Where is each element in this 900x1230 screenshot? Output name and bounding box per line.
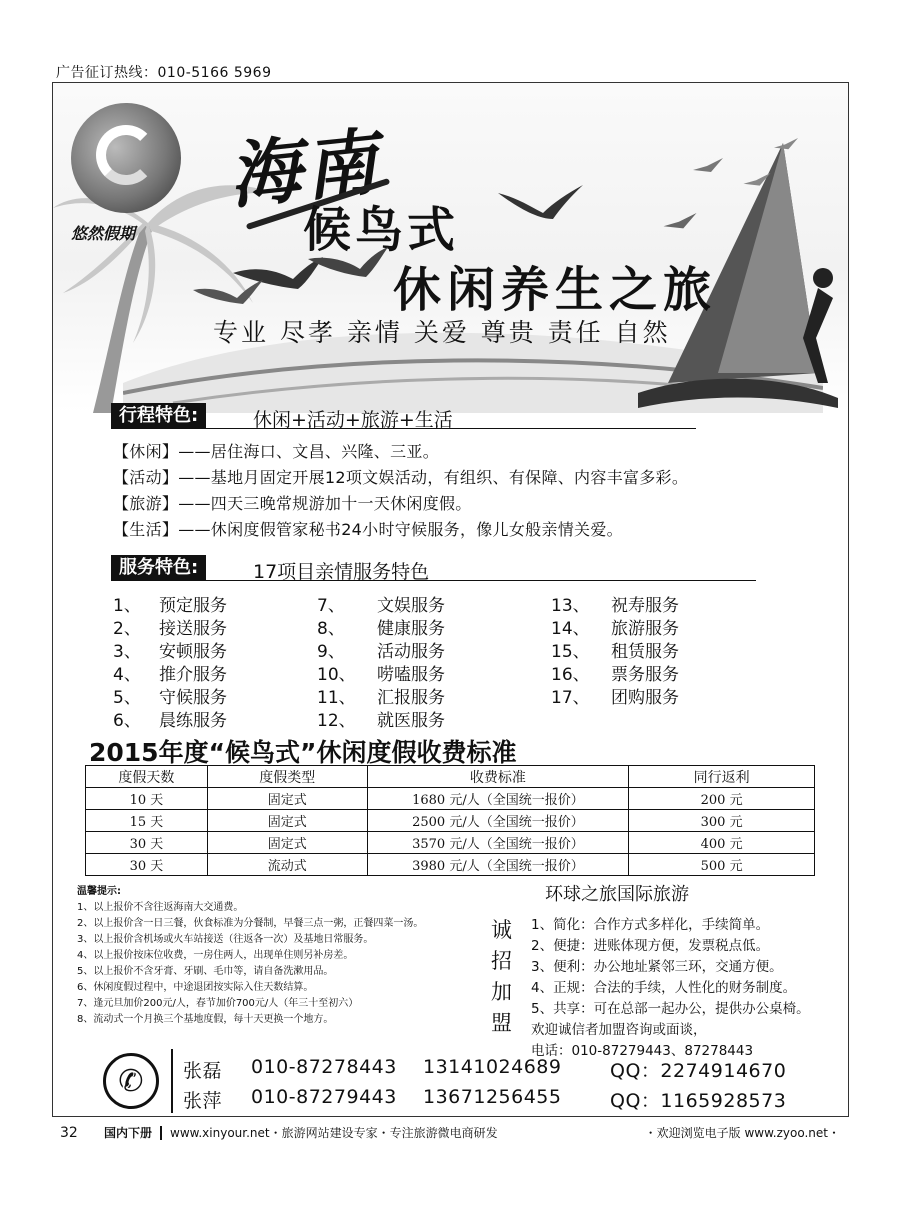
table-cell: 10 天 — [86, 788, 208, 810]
join-item: 4、正规：合法的手续，人性化的财务制度。 — [531, 980, 797, 996]
tip-item: 2、以上报价含一日三餐，伙食标准为分餐制，早餐三点一粥，正餐四菜一汤。 — [77, 918, 424, 929]
tip-item: 1、以上报价不含往返海南大交通费。 — [77, 902, 244, 913]
tips-title: 温馨提示: — [77, 886, 121, 897]
title-hainan: 海南 — [224, 118, 385, 219]
services-subtitle: 17项目亲情服务特色 — [253, 561, 430, 583]
fee-table-title: 2015年度“候鸟式”休闲度假收费标准 — [89, 738, 517, 767]
bird-icon — [693, 158, 723, 178]
bird-icon — [498, 183, 583, 223]
service-item: 16、 票务服务 — [551, 665, 679, 685]
bird-icon — [193, 278, 263, 308]
service-item: 12、 就医服务 — [317, 711, 445, 731]
page-number: 32 — [60, 1124, 78, 1141]
tip-item: 5、以上报价不含牙膏、牙刷、毛巾等，请自备洗漱用品。 — [77, 966, 334, 977]
contact-tel[interactable]: 010-87278443 — [251, 1056, 397, 1078]
column-header: 同行返利 — [629, 766, 815, 788]
table-cell: 30 天 — [86, 854, 208, 876]
title-houniao: 候鸟式 — [303, 202, 460, 258]
title-leisure-trip: 休闲养生之旅 — [393, 262, 718, 318]
contact-mobile[interactable]: 13141024689 — [423, 1056, 562, 1078]
service-item: 7、 文娱服务 — [317, 596, 445, 616]
service-item: 17、 团购服务 — [551, 688, 679, 708]
service-item: 14、 旅游服务 — [551, 619, 679, 639]
service-item: 4、 推介服务 — [113, 665, 227, 685]
bird-icon — [743, 173, 771, 191]
contact-qq[interactable]: QQ：2274914670 — [610, 1060, 787, 1082]
itinerary-item: 【旅游】——四天三晚常规游加十一天休闲度假。 — [113, 494, 472, 513]
service-item: 15、 租赁服务 — [551, 642, 679, 662]
bird-icon — [308, 245, 388, 281]
table-cell: 1680 元/人（全国统一报价） — [367, 788, 629, 810]
page-footer — [60, 1124, 840, 1141]
service-item: 11、 汇报服务 — [317, 688, 445, 708]
section-label: 国内下册 — [104, 1126, 153, 1140]
contact-qq[interactable]: QQ：1165928573 — [610, 1090, 787, 1112]
table-header-row — [86, 766, 815, 788]
table-cell: 3980 元/人（全国统一报价） — [367, 854, 629, 876]
itinerary-item: 【生活】——休闲度假管家秘书24小时守候服务，像儿女般亲情关爱。 — [113, 520, 623, 539]
table-row — [86, 854, 815, 876]
join-phone: 电话：010-87279443、87278443 — [531, 1043, 754, 1059]
divider — [171, 1049, 173, 1113]
column-header: 度假类型 — [207, 766, 367, 788]
itinerary-subtitle: 休闲+活动+旅游+生活 — [253, 409, 453, 431]
contact-name: 张磊 — [183, 1060, 223, 1082]
table-cell: 15 天 — [86, 810, 208, 832]
table-row — [86, 832, 815, 854]
bird-icon — [663, 213, 697, 235]
footer-right-link[interactable]: ・欢迎浏览电子版 www.zyoo.net・ — [644, 1126, 840, 1140]
table-cell: 固定式 — [207, 810, 367, 832]
table-cell: 200 元 — [629, 788, 815, 810]
itinerary-tag: 行程特色: — [111, 403, 206, 429]
join-item: 1、简化：合作方式多样化，手续简单。 — [531, 917, 770, 933]
service-item: 13、 祝寿服务 — [551, 596, 679, 616]
service-item: 1、 预定服务 — [113, 596, 227, 616]
contact-name: 张萍 — [183, 1090, 223, 1112]
ad-frame — [52, 82, 849, 1117]
table-cell: 固定式 — [207, 788, 367, 810]
bird-icon — [773, 138, 799, 154]
tip-item: 7、逢元旦加价200元/人，春节加价700元/人（年三十至初六） — [77, 998, 359, 1009]
table-cell: 流动式 — [207, 854, 367, 876]
table-cell: 固定式 — [207, 832, 367, 854]
join-vertical-label: 诚招加盟 — [491, 918, 512, 1035]
service-item: 8、 健康服务 — [317, 619, 445, 639]
hero-banner — [53, 83, 848, 413]
column-header: 收费标准 — [367, 766, 629, 788]
contact-tel[interactable]: 010-87279443 — [251, 1086, 397, 1108]
service-item: 6、 晨练服务 — [113, 711, 227, 731]
join-item: 3、便利：办公地址紧邻三环，交通方便。 — [531, 959, 783, 975]
fee-table — [85, 765, 815, 876]
table-row — [86, 788, 815, 810]
slogan: 专业 尽孝 亲情 关爱 尊贵 责任 自然 — [213, 318, 671, 347]
contact-mobile[interactable]: 13671256455 — [423, 1086, 562, 1108]
table-cell: 500 元 — [629, 854, 815, 876]
tip-item: 8、流动式一个月换三个基地度假，每十天更换一个地方。 — [77, 1014, 334, 1025]
ad-hotline: 广告征订热线：010-5166 5969 — [56, 65, 272, 81]
join-item: 5、共享：可在总部一起办公，提供办公桌椅。 — [531, 1001, 810, 1017]
table-cell: 2500 元/人（全国统一报价） — [367, 810, 629, 832]
join-item: 欢迎诚信者加盟咨询或面谈， — [531, 1022, 707, 1038]
service-item: 9、 活动服务 — [317, 642, 445, 662]
service-item: 2、 接送服务 — [113, 619, 227, 639]
tip-item: 3、以上报价含机场或火车站接送（往返各一次）及基地日常服务。 — [77, 934, 374, 945]
service-item: 3、 安顿服务 — [113, 642, 227, 662]
divider — [160, 1126, 162, 1140]
table-cell: 300 元 — [629, 810, 815, 832]
itinerary-item: 【休闲】——居住海口、文昌、兴隆、三亚。 — [113, 442, 440, 461]
services-tag: 服务特色: — [111, 555, 206, 581]
logo-text: 悠然假期 — [71, 224, 136, 243]
table-cell: 3570 元/人（全国统一报价） — [367, 832, 629, 854]
join-item: 2、便捷：进账体现方便，发票税点低。 — [531, 938, 770, 954]
table-cell: 30 天 — [86, 832, 208, 854]
phone-icon: ✆ — [103, 1053, 159, 1109]
table-cell: 400 元 — [629, 832, 815, 854]
join-title: 环球之旅国际旅游 — [545, 884, 689, 905]
tip-item: 4、以上报价按床位收费，一房住两人，出现单住则另补房差。 — [77, 950, 354, 961]
swirl-logo-icon — [71, 103, 181, 243]
table-row — [86, 810, 815, 832]
services-header — [111, 555, 756, 581]
column-header: 度假天数 — [86, 766, 208, 788]
service-item: 10、 唠嗑服务 — [317, 665, 445, 685]
service-item: 5、 守候服务 — [113, 688, 227, 708]
footer-left-link[interactable]: www.xinyour.net・旅游网站建设专家・专注旅游微电商研发 — [170, 1126, 498, 1140]
itinerary-item: 【活动】——基地月固定开展12项文娱活动，有组织、有保障、内容丰富多彩。 — [113, 468, 689, 487]
tip-item: 6、休闲度假过程中，中途退团按实际入住天数结算。 — [77, 982, 314, 993]
